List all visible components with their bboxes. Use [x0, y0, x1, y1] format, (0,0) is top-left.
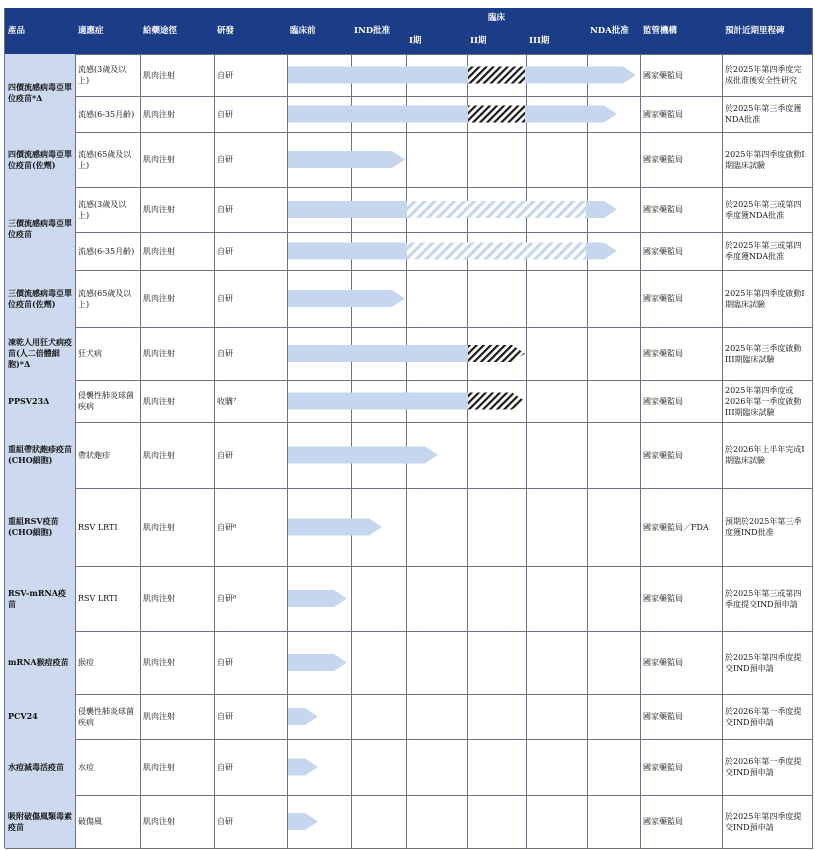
stage-cell [467, 132, 527, 188]
stage-cell [287, 739, 352, 796]
milestone-cell [722, 270, 813, 328]
stage-cell [287, 566, 352, 632]
regulator-cell [640, 380, 723, 423]
rnd-cell-text: 自研 [217, 155, 233, 164]
stage-cell [351, 270, 407, 328]
product-name [5, 54, 76, 133]
stage-cell [526, 187, 588, 233]
milestone-cell-text: 於2025年第三或第四季度提交IND預申請 [725, 588, 802, 609]
milestone-cell-text: 2025年第三季度啟動III期臨床試驗 [725, 343, 802, 364]
route-cell [140, 54, 215, 97]
header-rnd-text: 研發 [217, 25, 235, 36]
stage-cell [287, 187, 352, 233]
stage-cell [587, 187, 641, 233]
stage-cell [526, 132, 588, 188]
stage-cell [406, 232, 468, 271]
milestone-cell [722, 380, 813, 423]
stage-cell [406, 96, 468, 133]
product-name [5, 739, 76, 796]
header-ind-approval-text: IND批准 [354, 25, 391, 36]
header-preclinical-text: 臨床前 [290, 25, 316, 36]
indication-cell [75, 422, 141, 489]
regulator-cell [640, 132, 723, 188]
milestone-cell [722, 631, 813, 695]
indication-cell [75, 96, 141, 133]
header-milestone-text: 預計近期里程碑 [725, 25, 785, 36]
stage-cell [587, 694, 641, 740]
header-phase2 [467, 29, 527, 55]
regulator-cell [640, 54, 723, 97]
header-preclinical [287, 8, 352, 55]
regulator-cell-text: 國家藥監局 [643, 712, 683, 721]
route-cell-text: 肌肉注射 [143, 155, 175, 164]
regulator-cell-text: 國家藥監局 [643, 658, 683, 667]
milestone-cell-text: 於2025年第四季度完成批准後安全性研究 [725, 65, 802, 85]
stage-cell [587, 739, 641, 796]
stage-cell [526, 566, 588, 632]
header-nda-approval-text: NDA批准 [590, 25, 629, 36]
route-cell [140, 422, 215, 489]
regulator-cell [640, 96, 723, 133]
header-rnd [214, 8, 288, 55]
route-cell-text: 肌肉注射 [143, 817, 175, 826]
indication-cell-text: 破傷風 [78, 817, 102, 826]
regulator-cell-text: 國家藥監局 [643, 205, 683, 214]
rnd-cell [214, 54, 288, 97]
stage-cell [287, 54, 352, 97]
product-name-text: 重組RSV疫苗(CHO細胞) [8, 516, 59, 537]
route-cell-text: 肌肉注射 [143, 396, 175, 406]
milestone-cell-text: 於2026年第一季度提交IND預申請 [725, 706, 802, 727]
stage-cell [467, 631, 527, 695]
regulator-cell-text: 國家藥監局 [643, 246, 683, 256]
rnd-cell-text: 自研⁸ [217, 522, 237, 532]
rnd-cell [214, 232, 288, 271]
product-name-text: RSV-mRNA疫苗 [8, 587, 67, 609]
indication-cell [75, 380, 141, 423]
milestone-cell-text: 於2026年上半年完成I期臨床試驗 [725, 445, 805, 465]
stage-cell [467, 739, 527, 796]
rnd-cell-text: 自研 [217, 349, 233, 358]
stage-cell [467, 795, 527, 849]
route-cell-text: 肌肉注射 [143, 205, 175, 214]
stage-cell [351, 232, 407, 271]
stage-cell [351, 631, 407, 695]
milestone-cell-text: 2025年第四季度啟動I期臨床試驗 [725, 288, 805, 309]
header-route [140, 8, 215, 55]
stage-cell [287, 380, 352, 423]
stage-cell [287, 232, 352, 271]
rnd-cell-text: 自研 [217, 70, 233, 80]
stage-cell [351, 795, 407, 849]
header-nda-approval [587, 8, 641, 55]
header-phase3 [526, 29, 588, 55]
product-name [5, 694, 76, 740]
indication-cell [75, 795, 141, 849]
stage-cell [587, 422, 641, 489]
header-regulator [640, 8, 723, 55]
route-cell [140, 566, 215, 632]
rnd-cell [214, 380, 288, 423]
route-cell-text: 肌肉注射 [143, 294, 175, 303]
stage-cell [287, 132, 352, 188]
regulator-cell-text: 國家藥監局 [643, 294, 683, 303]
regulator-cell [640, 566, 723, 632]
stage-cell [526, 270, 588, 328]
stage-cell [287, 694, 352, 740]
stage-cell [406, 422, 468, 489]
rnd-cell [214, 96, 288, 133]
header-regulator-text: 監管機構 [643, 25, 678, 36]
product-name-text: 水痘減毒活疫苗 [8, 761, 64, 772]
product-name [5, 566, 76, 632]
stage-cell [587, 96, 641, 133]
milestone-cell [722, 96, 813, 133]
stage-cell [587, 270, 641, 328]
stage-cell [587, 132, 641, 188]
milestone-cell [722, 694, 813, 740]
route-cell [140, 96, 215, 133]
milestone-cell [722, 422, 813, 489]
regulator-cell-text: 國家藥監局 [643, 109, 683, 119]
product-name-text: PPSV23Δ [8, 395, 50, 406]
stage-cell [351, 488, 407, 567]
indication-cell-text: RSV LRTI [78, 522, 118, 532]
indication-cell [75, 488, 141, 567]
stage-cell [526, 327, 588, 381]
route-cell [140, 187, 215, 233]
header-product-text: 產品 [8, 25, 26, 36]
route-cell-text: 肌肉注射 [143, 712, 175, 721]
regulator-cell-text: 國家藥監局 [643, 396, 683, 406]
regulator-cell [640, 327, 723, 381]
regulator-cell [640, 232, 723, 271]
indication-cell-text: 流感(65歲及以上) [78, 288, 132, 309]
stage-cell [467, 270, 527, 328]
indication-cell [75, 270, 141, 328]
indication-cell [75, 54, 141, 97]
route-cell [140, 232, 215, 271]
product-name-text: 三價流感病毒亞單位疫苗 [8, 217, 72, 239]
header-phase1 [406, 29, 468, 55]
indication-cell-text: 帶狀皰疹 [78, 450, 110, 460]
stage-cell [467, 422, 527, 489]
stage-cell [287, 422, 352, 489]
product-name [5, 631, 76, 695]
rnd-cell-text: 自研 [217, 712, 233, 721]
regulator-cell-text: 國家藥監局 [643, 594, 683, 603]
stage-cell [351, 694, 407, 740]
stage-cell [406, 795, 468, 849]
stage-cell [526, 422, 588, 489]
regulator-cell [640, 422, 723, 489]
stage-cell [587, 631, 641, 695]
indication-cell [75, 132, 141, 188]
header-indication [75, 8, 141, 55]
stage-cell [406, 270, 468, 328]
header-phase1-text: I期 [409, 36, 422, 46]
product-name [5, 380, 76, 423]
header-clinical-text: 臨床 [487, 13, 505, 23]
product-name-text: 吸附破傷風類毒素疫苗 [8, 810, 72, 832]
stage-cell [467, 327, 527, 381]
product-name [5, 795, 76, 849]
stage-cell [587, 795, 641, 849]
header-ind-approval [351, 8, 407, 55]
rnd-cell-text: 自研 [217, 450, 233, 460]
stage-cell [406, 380, 468, 423]
stage-cell [526, 631, 588, 695]
header-clinical [406, 8, 588, 30]
stage-cell [526, 488, 588, 567]
route-cell [140, 270, 215, 328]
stage-cell [287, 96, 352, 133]
header-product [5, 8, 76, 55]
route-cell-text: 肌肉注射 [143, 109, 175, 119]
regulator-cell [640, 739, 723, 796]
indication-cell [75, 739, 141, 796]
rnd-cell-text: 自研⁸ [217, 594, 237, 603]
rnd-cell-text: 自研 [217, 658, 233, 667]
route-cell-text: 肌肉注射 [143, 349, 175, 358]
stage-cell [526, 795, 588, 849]
stage-cell [406, 327, 468, 381]
rnd-cell [214, 488, 288, 567]
stage-cell [587, 566, 641, 632]
stage-cell [467, 54, 527, 97]
stage-cell [406, 694, 468, 740]
route-cell [140, 795, 215, 849]
milestone-cell-text: 於2025年第四季度提交IND預申請 [725, 652, 802, 673]
product-name [5, 422, 76, 489]
route-cell [140, 694, 215, 740]
regulator-cell [640, 488, 723, 567]
rnd-cell [214, 187, 288, 233]
milestone-cell-text: 於2025年第三或第四季度獲NDA批准 [725, 199, 802, 220]
regulator-cell [640, 187, 723, 233]
product-name [5, 187, 76, 271]
route-cell [140, 631, 215, 695]
stage-cell [351, 422, 407, 489]
stage-cell [287, 270, 352, 328]
product-name-text: 凍乾人用狂犬病疫苗(人二倍體細胞)*Δ [8, 337, 72, 369]
rnd-cell-text: 收購⁷ [217, 396, 237, 406]
indication-cell [75, 566, 141, 632]
route-cell [140, 488, 215, 567]
stage-cell [287, 795, 352, 849]
milestone-cell-text: 2025年第四季度或2026年第一季度啟動III期臨床試驗 [725, 385, 802, 417]
regulator-cell-text: 國家藥監局 [643, 817, 683, 826]
stage-cell [587, 54, 641, 97]
stage-cell [587, 232, 641, 271]
rnd-cell-text: 自研 [217, 817, 233, 826]
stage-cell [351, 566, 407, 632]
indication-cell-text: RSV LRTI [78, 594, 118, 603]
indication-cell-text: 流感(6-35月齡) [78, 246, 135, 256]
product-name [5, 327, 76, 381]
milestone-cell-text: 於2025年第三季度獲NDA批准 [725, 104, 802, 124]
milestone-cell [722, 327, 813, 381]
regulator-cell [640, 694, 723, 740]
route-cell [140, 380, 215, 423]
stage-cell [467, 187, 527, 233]
milestone-cell [722, 232, 813, 271]
stage-cell [467, 694, 527, 740]
stage-cell [406, 631, 468, 695]
route-cell-text: 肌肉注射 [143, 762, 175, 772]
regulator-cell-text: 國家藥監局 [643, 349, 683, 358]
regulator-cell-text: 國家藥監局 [643, 70, 683, 80]
stage-cell [467, 232, 527, 271]
milestone-cell [722, 54, 813, 97]
rnd-cell [214, 795, 288, 849]
rnd-cell-text: 自研 [217, 205, 233, 214]
route-cell [140, 132, 215, 188]
milestone-cell [722, 132, 813, 188]
stage-cell [406, 187, 468, 233]
milestone-cell [722, 739, 813, 796]
route-cell [140, 327, 215, 381]
product-name [5, 132, 76, 188]
indication-cell-text: 狂犬病 [78, 349, 102, 358]
route-cell-text: 肌肉注射 [143, 522, 175, 532]
indication-cell-text: 流感(65歲及以上) [78, 149, 132, 170]
stage-cell [406, 488, 468, 567]
milestone-cell-text: 預期於2025年第三季度獲IND批准 [725, 517, 802, 537]
rnd-cell-text: 自研 [217, 762, 233, 772]
route-cell-text: 肌肉注射 [143, 658, 175, 667]
stage-cell [467, 380, 527, 423]
indication-cell-text: 侵襲性肺炎球菌疾病 [78, 391, 134, 411]
stage-cell [406, 54, 468, 97]
indication-cell [75, 327, 141, 381]
stage-cell [587, 488, 641, 567]
product-name-text: 四價流感病毒亞單位疫苗*Δ [8, 82, 72, 103]
regulator-cell [640, 270, 723, 328]
rnd-cell [214, 327, 288, 381]
stage-cell [406, 132, 468, 188]
milestone-cell [722, 795, 813, 849]
stage-cell [287, 488, 352, 567]
stage-cell [526, 232, 588, 271]
rnd-cell [214, 132, 288, 188]
header-phase3-text: III期 [529, 36, 550, 46]
rnd-cell-text: 自研 [217, 294, 233, 303]
route-cell-text: 肌肉注射 [143, 450, 175, 460]
product-name-text: 四價流感病毒亞單位疫苗(佐劑) [8, 148, 72, 170]
product-name-text: mRNA猴痘疫苗 [8, 657, 69, 667]
regulator-cell-text: 國家藥監局 [643, 450, 683, 460]
stage-cell [526, 739, 588, 796]
header-route-text: 給藥途徑 [143, 25, 178, 36]
stage-cell [351, 132, 407, 188]
milestone-cell-text: 於2025年第四季度提交IND預申請 [725, 811, 802, 832]
route-cell-text: 肌肉注射 [143, 70, 175, 80]
indication-cell [75, 187, 141, 233]
regulator-cell [640, 795, 723, 849]
stage-cell [587, 327, 641, 381]
stage-cell [587, 380, 641, 423]
stage-cell [351, 327, 407, 381]
milestone-cell [722, 488, 813, 567]
stage-cell [351, 739, 407, 796]
header-phase2-text: II期 [470, 36, 487, 46]
stage-cell [467, 96, 527, 133]
stage-cell [526, 694, 588, 740]
stage-cell [467, 488, 527, 567]
product-name [5, 488, 76, 567]
stage-cell [287, 631, 352, 695]
stage-cell [351, 380, 407, 423]
indication-cell-text: 流感(3歲及以上) [78, 65, 127, 85]
milestone-cell [722, 566, 813, 632]
indication-cell [75, 232, 141, 271]
product-name-text: 重組帶狀皰疹疫苗(CHO細胞) [8, 444, 72, 465]
milestone-cell-text: 於2025年第三或第四季度獲NDA批准 [725, 241, 802, 261]
stage-cell [467, 566, 527, 632]
rnd-cell-text: 自研 [217, 246, 233, 256]
regulator-cell-text: 國家藥監局 [643, 762, 683, 772]
indication-cell-text: 猴痘 [78, 658, 94, 667]
stage-cell [351, 96, 407, 133]
indication-cell-text: 水痘 [78, 762, 94, 772]
regulator-cell-text: 國家藥監局／FDA [643, 522, 709, 532]
route-cell-text: 肌肉注射 [143, 594, 175, 603]
rnd-cell [214, 566, 288, 632]
rnd-cell [214, 739, 288, 796]
milestone-cell [722, 187, 813, 233]
stage-cell [526, 54, 588, 97]
route-cell-text: 肌肉注射 [143, 246, 175, 256]
milestone-cell-text: 2025年第四季度啟動I期臨床試驗 [725, 149, 805, 170]
stage-cell [287, 327, 352, 381]
rnd-cell [214, 631, 288, 695]
product-name-text: 三價流感病毒亞單位疫苗(佐劑) [8, 287, 72, 309]
header-indication-text: 適應症 [78, 25, 104, 36]
regulator-cell-text: 國家藥監局 [643, 155, 683, 164]
stage-cell [351, 187, 407, 233]
milestone-cell-text: 於2026年第一季度提交IND預申請 [725, 757, 802, 777]
indication-cell [75, 631, 141, 695]
route-cell [140, 739, 215, 796]
rnd-cell [214, 270, 288, 328]
product-name-text: PCV24 [8, 711, 38, 721]
product-name [5, 270, 76, 328]
regulator-cell [640, 631, 723, 695]
indication-cell-text: 流感(3歲及以上) [78, 199, 127, 220]
indication-cell-text: 流感(6-35月齡) [78, 109, 135, 119]
rnd-cell-text: 自研 [217, 109, 233, 119]
indication-cell [75, 694, 141, 740]
stage-cell [406, 566, 468, 632]
stage-cell [526, 96, 588, 133]
rnd-cell [214, 694, 288, 740]
indication-cell-text: 侵襲性肺炎球菌疾病 [78, 706, 134, 727]
rnd-cell [214, 422, 288, 489]
stage-cell [351, 54, 407, 97]
header-milestone [722, 8, 813, 55]
stage-cell [526, 380, 588, 423]
stage-cell [406, 739, 468, 796]
